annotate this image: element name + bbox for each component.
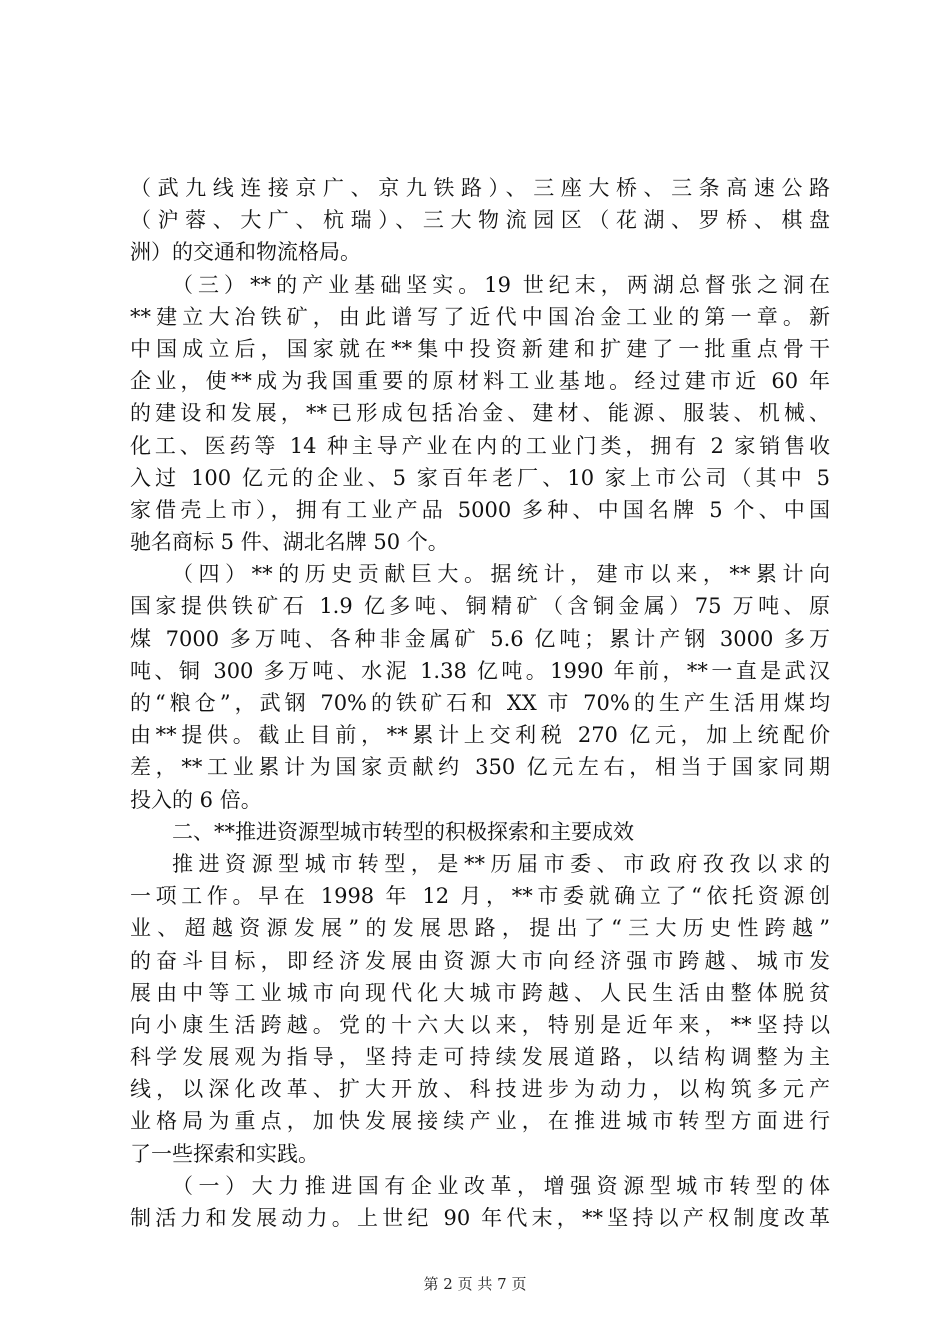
text-line: （沪蓉、大广、杭瑞）、三大物流园区（花湖、罗桥、棋盘 <box>130 208 830 233</box>
text-line: （三）**的产业基础坚实。19 世纪末，两湖总督张之洞在 <box>172 272 830 297</box>
text-line: 企业，使**成为我国重要的原材料工业基地。经过建市近 60 年 <box>130 369 830 394</box>
text-line: 制活力和发展动力。上世纪 90 年代末，**坚持以产权制度改革 <box>130 1206 830 1230</box>
text-line: 中国成立后，国家就在**集中投资新建和扩建了一批重点骨干 <box>130 336 830 361</box>
text-line: 吨、铜 300 多万吨、水泥 1.38 亿吨。1990 年前，**一直是武汉 <box>130 658 830 683</box>
text-line: （武九线连接京广、京九铁路）、三座大桥、三条高速公路 <box>130 176 830 200</box>
text-line: 推进资源型城市转型，是**历届市委、市政府孜孜以求的 <box>172 851 830 876</box>
text-line: 业格局为重点，加快发展接续产业，在推进城市转型方面进行 <box>130 1109 830 1134</box>
text-line: 向小康生活跨越。党的十六大以来，特别是近年来，**坚持以 <box>130 1012 830 1037</box>
text-line: 科学发展观为指导，坚持走可持续发展道路，以结构调整为主 <box>130 1045 830 1070</box>
text-line: 煤 7000 多万吨、各种非金属矿 5.6 亿吨；累计产钢 3000 多万 <box>130 626 830 651</box>
text-line: 入过 100 亿元的企业、5 家百年老厂、10 家上市公司（其中 5 <box>130 465 830 490</box>
text-line: 洲）的交通和物流格局。 <box>130 240 361 265</box>
text-line: **建立大冶铁矿，由此谱写了近代中国冶金工业的第一章。新 <box>130 304 830 329</box>
text-line: 一项工作。早在 1998 年 12 月，**市委就确立了“依托资源创 <box>130 884 830 909</box>
text-line: 的奋斗目标，即经济发展由资源大市向经济强市跨越、城市发 <box>130 948 830 973</box>
text-line: 投入的 6 倍。 <box>130 787 262 812</box>
text-line: 的建设和发展，**已形成包括冶金、建材、能源、服装、机械、 <box>130 401 830 426</box>
text-line: （一）大力推进国有企业改革，增强资源型城市转型的体 <box>172 1173 830 1198</box>
text-line: 家借壳上市），拥有工业产品 5000 多种、中国名牌 5 个、中国 <box>130 497 830 522</box>
text-line: 业、超越资源发展”的发展思路，提出了“三大历史性跨越” <box>130 916 830 941</box>
text-line: 国家提供铁矿石 1.9 亿多吨、铜精矿（含铜金属）75 万吨、原 <box>130 594 830 619</box>
text-line: 了一些探索和实践。 <box>130 1141 319 1166</box>
section-heading: 二、**推进资源型城市转型的积极探索和主要成效 <box>172 819 634 844</box>
page-number-footer: 第 2 页 共 7 页 <box>423 1275 527 1293</box>
text-line: 展由中等工业城市向现代化大城市跨越、人民生活由整体脱贫 <box>130 980 830 1005</box>
text-line: （四）**的历史贡献巨大。据统计，建市以来，**累计向 <box>172 562 830 587</box>
text-line: 的“粮仓”，武钢 70%的铁矿石和 XX 市 70%的生产生活用煤均 <box>130 691 830 715</box>
text-line: 差，**工业累计为国家贡献约 350 亿元左右，相当于国家同期 <box>130 755 830 780</box>
document-body <box>130 172 830 1234</box>
text-line: 化工、医药等 14 种主导产业在内的工业门类，拥有 2 家销售收 <box>130 433 830 458</box>
text-line: 由**提供。截止目前，**累计上交利税 270 亿元，加上统配价 <box>130 723 830 748</box>
text-line: 驰名商标 5 件、湖北名牌 50 个。 <box>130 530 449 555</box>
text-line: 线，以深化改革、扩大开放、科技进步为动力，以构筑多元产 <box>130 1077 830 1102</box>
